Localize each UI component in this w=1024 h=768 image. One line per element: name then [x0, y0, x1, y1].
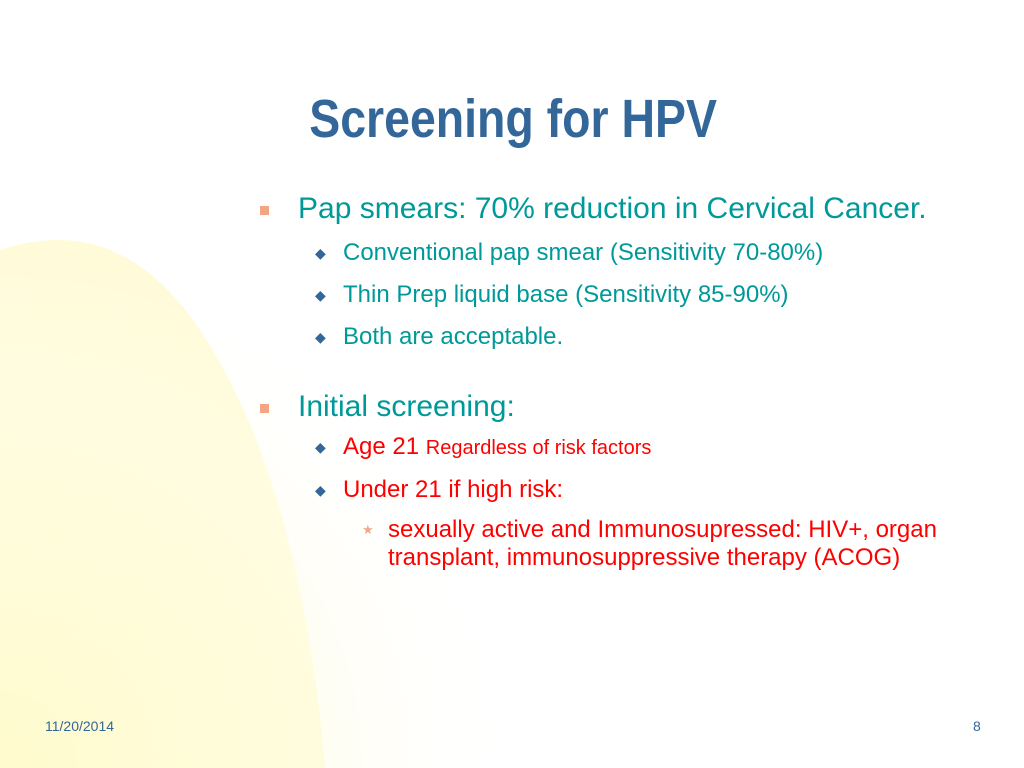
bullet-initial-screening [258, 391, 988, 423]
slide-title: Screening for HPV [309, 89, 717, 149]
sub-bullet-text: Conventional pap smear (Sensitivity 70-80%) [343, 239, 824, 266]
sub-bullet-text: Both are acceptable. [343, 323, 564, 350]
diamond-bullet-icon: ◆ [315, 329, 326, 345]
footer-page-number: 8 [973, 718, 981, 734]
sub-bullet-thin-prep [258, 281, 988, 309]
sub-bullet-under-21 [258, 476, 988, 504]
square-bullet-icon [260, 206, 269, 215]
bullet-initial-screening-text: Initial screening: [298, 390, 515, 423]
bullet-pap-smears [258, 193, 988, 225]
under-21-text: Under 21 if high risk: [343, 476, 564, 503]
diamond-bullet-icon: ◆ [315, 482, 326, 498]
slide-body [258, 193, 988, 572]
diamond-bullet-icon: ◆ [315, 439, 326, 455]
age-21-detail: Regardless of risk factors [425, 437, 652, 459]
bullet-pap-smears-text: Pap smears: 70% reduction in Cervical Cancer. [298, 192, 927, 225]
sub-bullet-age-21 [258, 433, 988, 462]
sub-bullet-acceptable [258, 323, 988, 351]
age-21-label: Age 21 [343, 433, 420, 460]
high-risk-text: sexually active and Immunosupressed: HIV+, organ transplant, immunosuppressive therapy (ACOG) [388, 516, 937, 571]
diamond-bullet-icon: ◆ [315, 245, 326, 261]
sub-bullet-text: Thin Prep liquid base (Sensitivity 85-90%) [343, 281, 789, 308]
diamond-bullet-icon: ◆ [315, 287, 326, 303]
star-bullet-icon: ★ [362, 522, 374, 537]
footer-date: 11/20/2014 [45, 718, 115, 734]
square-bullet-icon [260, 404, 269, 413]
sub-bullet-conventional [258, 239, 988, 267]
sub-sub-bullet-high-risk [258, 516, 988, 572]
